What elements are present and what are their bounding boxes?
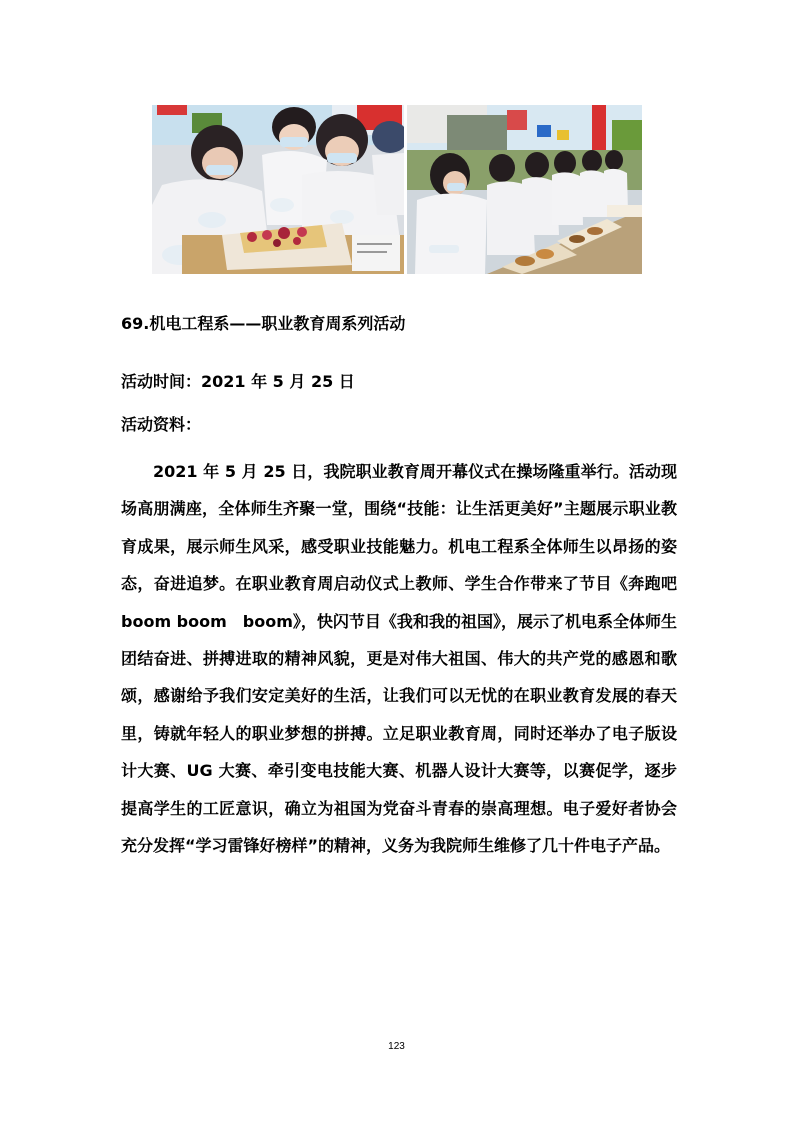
activity-description: 2021 年 5 月 25 日，我院职业教育周开幕仪式在操场隆重举行。活动现场高朋满座，全体师生齐聚一堂，围绕“技能：让生活更美好”主题展示职业教育成果，展示师生风采，感受职业技能魅力。机电工程系全体师生以昂扬的姿态，奋进追梦。在职业教育周启动仪式上教师、学生合作带来了节目《奔跑吧 boom boom boom》，快闪节目《我和我的祖国》，展示了机电系全体师生团结奋进、拼搏进取的精神风貌，更是对伟大祖国、伟大的共产党的感恩和歌颂，感谢给予我们安定美好的生活，让我们可以无忧的在职业教育发展的春天里，铸就年轻人的职业梦想的拼搏。立足职业教育周，同时还举办了电子版设计大赛、UG 大赛、牵引变电技能大赛、机器人设计大赛等，以赛促学，逐步提高学生的工匠意识，确立为祖国为党奋斗青春的崇高理想。电子爱好者协会充分发挥“学习雷锋好榜样”的精神，义务为我院师生维修了几十件电子产品。 [121,462,677,856]
page-number: 123 [388,1041,405,1052]
section-title: 69.机电工程系——职业教育周系列活动 [121,314,406,333]
photo-strip [152,105,642,274]
activity-info-label: 活动资料： [121,415,202,434]
photo-food-serving [407,105,642,274]
activity-time: 活动时间：2021 年 5 月 25 日 [121,372,355,391]
photo-cake-decorating [152,105,404,274]
